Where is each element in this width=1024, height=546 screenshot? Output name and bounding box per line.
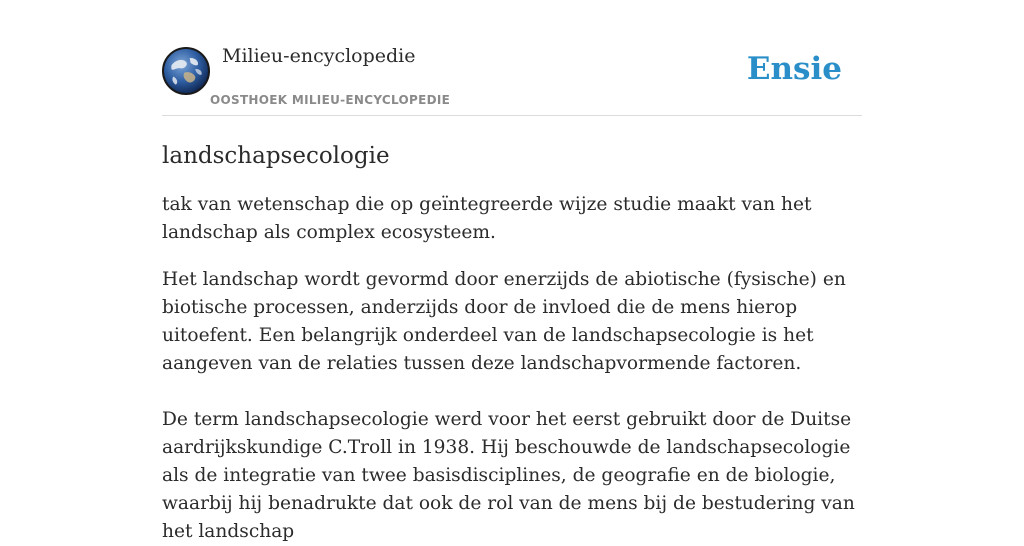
entry-title: landschapsecologie <box>162 143 390 169</box>
site-header <box>162 0 862 116</box>
site-subtitle: OOSTHOEK MILIEU-ENCYCLOPEDIE <box>210 93 451 107</box>
site-title[interactable]: Milieu-encyclopedie <box>222 45 416 67</box>
entry-paragraph: Het landschap wordt gevormd door enerzijds de abiotische (fysische) en biotische processen, anderzijds door de invloed die de mens hierop uitoefent. Een belangrijk onderdeel van de landschapsecologie is het aangeven van de relaties tussen deze landschapvormende factoren. <box>162 269 846 374</box>
brand-logo-link[interactable]: Ensie <box>746 51 842 87</box>
entry-paragraph: De term landschapsecologie werd voor het eerst gebruikt door de Duitse aardrijkskundige C.Troll in 1938. Hij beschouwde de landschapsecologie als de integratie van twee basisdisciplines, de geografie en de biologie, waarbij hij benadrukte dat ook de rol van de mens bij de bestudering van het landschap <box>162 409 855 542</box>
earth-globe-icon[interactable] <box>162 47 210 95</box>
content-column <box>162 0 862 546</box>
entry-definition: tak van wetenschap die op geïntegreerde wijze studie maakt van het landschap als complex ecosysteem. <box>162 194 812 243</box>
